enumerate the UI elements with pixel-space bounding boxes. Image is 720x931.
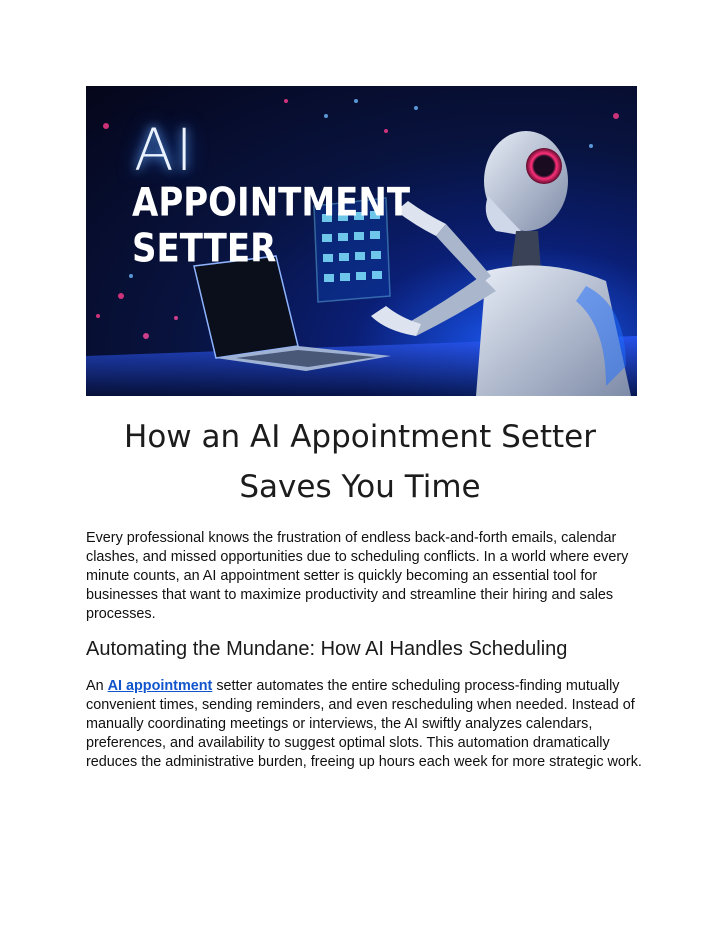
section-body-prefix: An [86,678,108,694]
section-body-suffix: setter automates the entire scheduling process-finding mutually convenient times, sending reminders, and even rescheduling when needed. Instead of manually coordinating meetings or interviews, the AI swiftly analyzes calendars, preferences, and availability to suggest optimal slots. This automation dramatically reduces the administrative burden, freeing up hours each week for more strategic work. [86,678,642,770]
hero-text-appointment: APPOINTMENT [132,180,411,226]
hero-text-ai: AI [134,116,195,184]
intro-paragraph: Every professional knows the frustration of endless back-and-forth emails, calendar clashes, and missed opportunities due to scheduling conflicts. In a world where every minute counts, an AI appointment setter is quickly becoming an essential tool for businesses that want to maximize productivity and streamline their hiring and sales processes. [86,530,629,622]
section-paragraph [86,677,646,772]
section-heading: Automating the Mundane: How AI Handles Scheduling [86,638,568,660]
hero-image [86,86,637,396]
article-title: How an AI Appointment Setter Saves You Time [124,419,596,505]
hero-text-setter: SETTER [132,226,277,272]
ai-appointment-link[interactable]: AI appointment [107,678,213,694]
